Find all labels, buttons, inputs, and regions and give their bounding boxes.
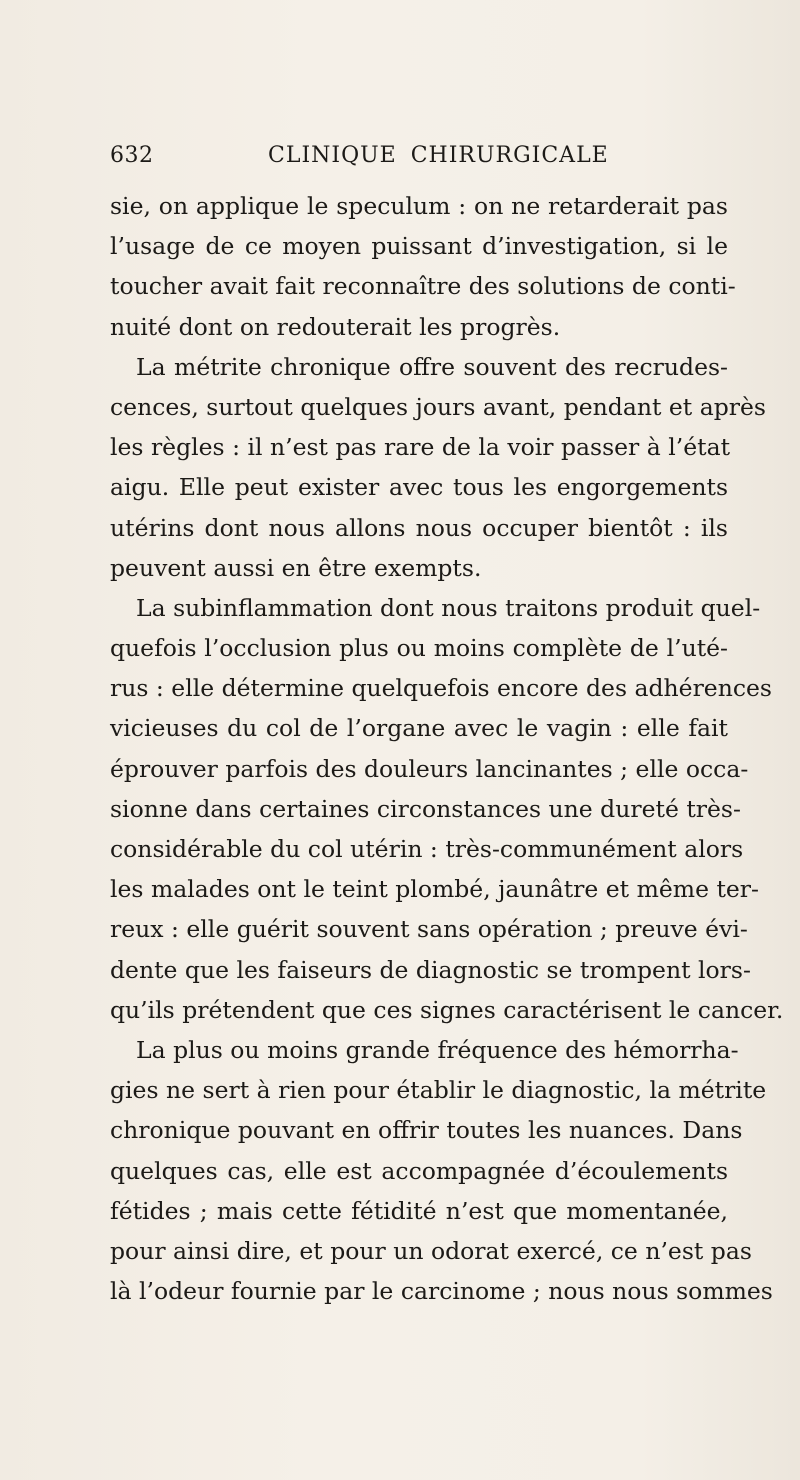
text-line: quefois l’occlusion plus ou moins complète de l’uté- [110,634,728,663]
text-line: nuité dont on redouterait les progrès. [110,312,561,341]
body-text [110,186,784,1311]
text-line: gies ne sert à rien pour établir le diagnostic, la métrite [110,1076,767,1105]
text-line: chronique pouvant en offrir toutes les nuances. Dans [110,1116,743,1145]
text-line: là l’odeur fournie par le carcinome ; nous nous sommes [110,1277,773,1306]
text-line: éprouver parfois des douleurs lancinantes ; elle occa- [110,754,749,783]
text-line: sie, on applique le speculum : on ne retarderait pas [110,192,728,220]
text-line: rus : elle détermine quelquefois encore des adhérences [110,674,772,703]
text-line: dente que les faiseurs de diagnostic se trompent lors- [110,955,751,984]
page-number: 632 [110,143,154,168]
text-line: considérable du col utérin : très-communément alors [110,835,744,863]
text-line: cences, surtout quelques jours avant, pendant et après [110,392,766,421]
running-title: CLINIQUE CHIRURGICALE [268,143,609,168]
text-line: peuvent aussi en être exempts. [110,553,482,582]
text-line: l’usage de ce moyen puissant d’investigation, si le [110,232,728,261]
text-line: quelques cas, elle est accompagnée d’écoulements [110,1156,728,1185]
paragraph-start-line: La subinflammation dont nous traitons produit quel- [136,593,761,622]
text-line: les malades ont le teint plombé, jaunâtre et même ter- [110,875,759,904]
text-line: les règles : il n’est pas rare de la voir passer à l’état [110,433,731,462]
page-header [110,143,730,173]
text-line: reux : elle guérit souvent sans opération ; preuve évi- [110,915,748,944]
text-line: toucher avait fait reconnaître des solutions de conti- [110,272,736,301]
text-line: vicieuses du col de l’organe avec le vagin : elle fait [110,714,728,743]
text-line: utérins dont nous allons nous occuper bientôt : ils [110,513,728,542]
text-line: sionne dans certaines circonstances une dureté très- [110,794,741,823]
paragraph-start-line: La plus ou moins grande fréquence des hémorrha- [136,1035,739,1064]
paragraph-start-line: La métrite chronique offre souvent des recrudes- [136,352,728,381]
text-line: pour ainsi dire, et pour un odorat exercé, ce n’est pas [110,1236,752,1265]
text-line: aigu. Elle peut exister avec tous les engorgements [110,473,728,502]
text-line: qu’ils prétendent que ces signes caractérisent le cancer. [110,995,784,1024]
text-line: fétides ; mais cette fétidité n’est que momentanée, [110,1196,728,1225]
